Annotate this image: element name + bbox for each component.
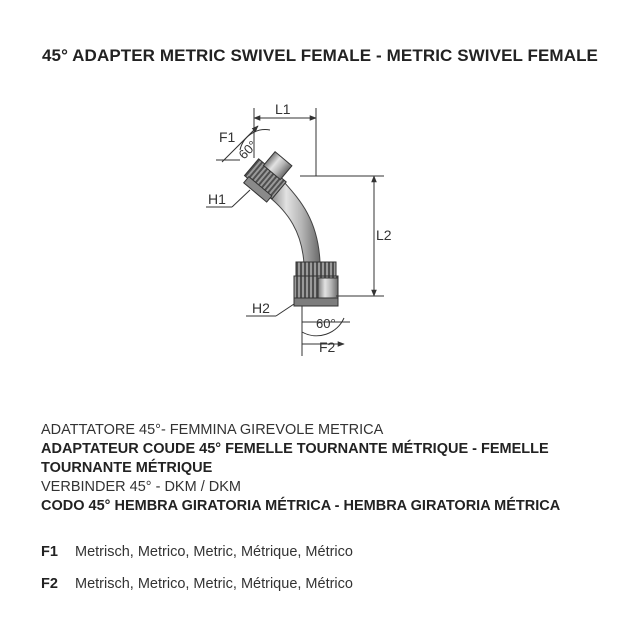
page-title: 45° ADAPTER METRIC SWIVEL FEMALE - METRIC SWIVEL FEMALE — [41, 46, 598, 65]
dimension-f2 — [302, 306, 350, 356]
label-l1: L1 — [275, 101, 291, 117]
label-angle-top: 60° — [235, 137, 261, 163]
dimension-h2 — [246, 300, 294, 316]
description-spanish: CODO 45° HEMBRA GIRATORIA MÉTRICA - HEMBRA GIRATORIA MÉTRICA — [41, 498, 561, 514]
definition-code: F1 — [41, 544, 58, 560]
label-f1: F1 — [219, 129, 236, 145]
definition-text: Metrisch, Metrico, Metric, Métrique, Métrico — [75, 576, 353, 592]
description-french: ADAPTATEUR COUDE 45° FEMELLE TOURNANTE MÉTRIQUE - FEMELLE TOURNANTE MÉTRIQUE — [41, 441, 549, 476]
definition-f2 — [41, 575, 611, 607]
label-angle-bottom: 60° — [316, 316, 336, 331]
dimension-h1 — [206, 190, 250, 207]
definitions-list — [41, 543, 611, 607]
label-h1: H1 — [208, 191, 226, 207]
description-italian: ADATTATORE 45°- FEMMINA GIREVOLE METRICA — [41, 422, 384, 438]
description-german: VERBINDER 45° - DKM / DKM — [41, 479, 241, 495]
label-h2: H2 — [252, 300, 270, 316]
dimension-f1 — [216, 126, 270, 162]
definition-f1 — [41, 543, 611, 575]
definition-code: F2 — [41, 576, 58, 592]
description-block — [41, 421, 611, 516]
lower-swivel-nut — [294, 262, 338, 306]
label-f2: F2 — [319, 339, 336, 355]
label-l2: L2 — [376, 227, 392, 243]
fitting-body — [241, 147, 338, 306]
definition-text: Metrisch, Metrico, Metric, Métrique, Métrico — [75, 544, 353, 560]
